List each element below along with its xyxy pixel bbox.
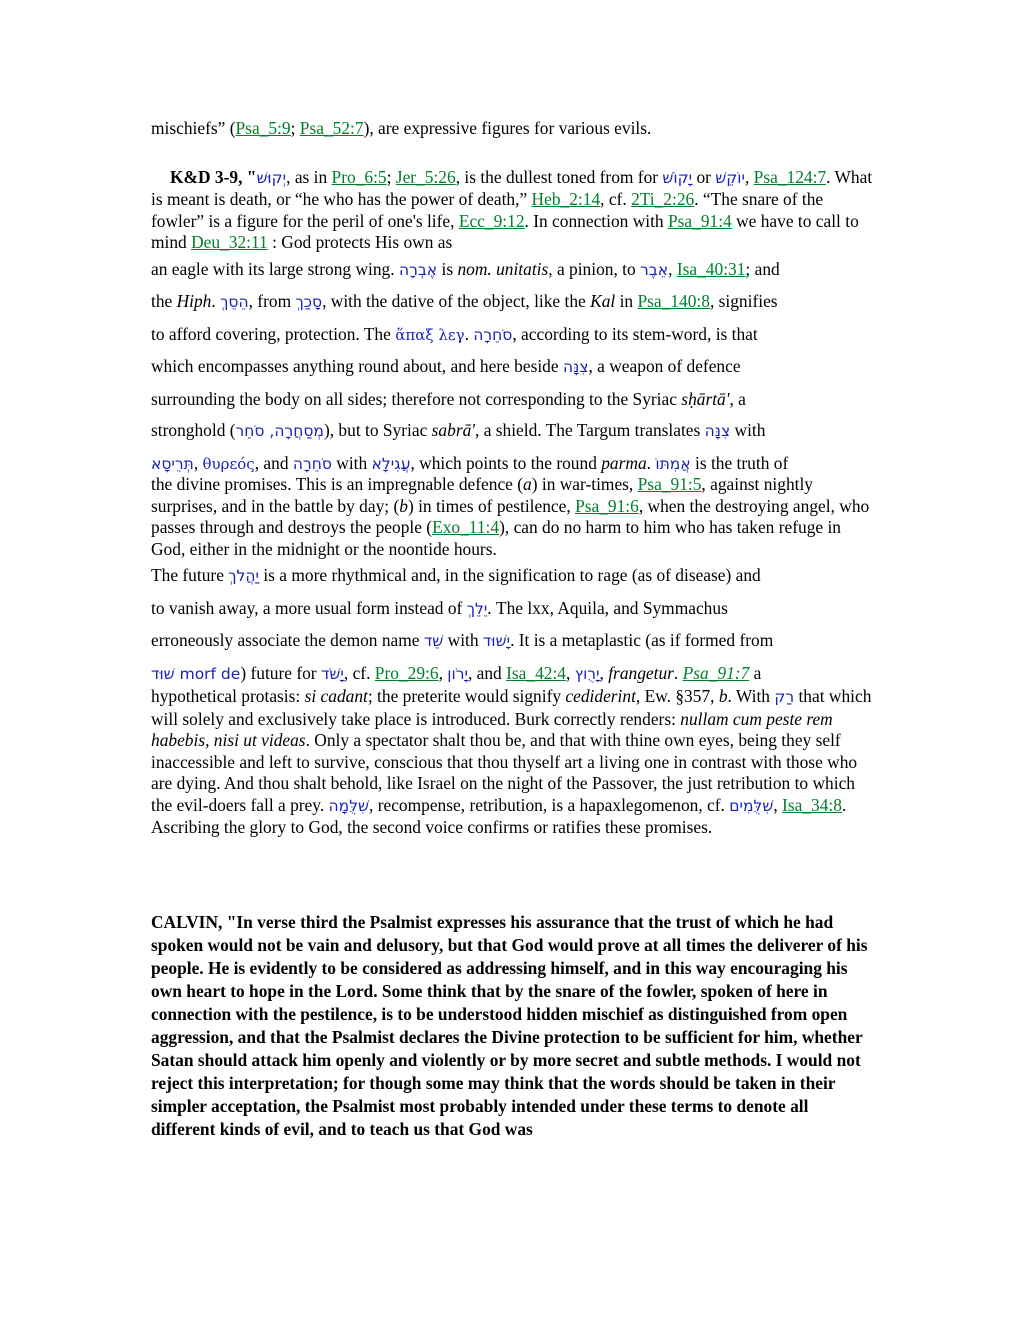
hebrew-word: יְקוּשׁ <box>256 168 287 187</box>
hebrew-word: צִנָּה <box>704 422 731 440</box>
text: ), are expressive figures for various evils. <box>363 118 652 138</box>
text: ; the preterite would signify <box>367 686 566 706</box>
text: the <box>151 291 177 311</box>
text: which encompasses anything round about, and here beside <box>151 356 563 376</box>
text: a <box>749 662 762 683</box>
scripture-link[interactable]: Psa_91:6 <box>575 495 639 516</box>
text: , a shield. The Targum translates <box>475 420 705 440</box>
hebrew-word: אֵבֶר <box>640 260 669 279</box>
text: stronghold ( <box>151 420 236 440</box>
scripture-link[interactable]: Ecc_9:12 <box>458 210 525 231</box>
text: , which points to the round <box>410 452 602 473</box>
scripture-link[interactable]: Psa_5:9 <box>235 118 291 138</box>
text: . It is a metaplastic (as if formed from <box>510 630 774 650</box>
text: . With <box>727 686 771 706</box>
text: to afford covering, protection. The <box>151 323 396 344</box>
text: , a weapon of defence <box>588 356 741 376</box>
line <box>151 319 876 352</box>
text: an eagle with its large strong wing. <box>151 258 399 279</box>
scripture-link[interactable]: Psa_52:7 <box>299 118 364 138</box>
text: with <box>730 420 766 440</box>
scripture-link[interactable]: Deu_32:11 <box>191 232 268 252</box>
text: ; and <box>745 258 780 279</box>
italic-term: Kal <box>590 291 616 311</box>
text: . <box>646 452 656 473</box>
text: . What is meant is death, or “he who has the power of death,” <box>151 166 873 209</box>
italic-term: frangetur <box>608 662 674 683</box>
text: ) future for <box>240 662 321 683</box>
text: in <box>615 291 638 311</box>
text: , <box>773 794 783 815</box>
text: , and <box>254 452 293 473</box>
hebrew-word: יָשֹׁד <box>320 664 344 683</box>
line <box>151 593 876 626</box>
text: , as in <box>286 166 332 187</box>
line <box>151 351 876 384</box>
text: the divine promises. This is an impregnable defence ( <box>151 474 524 494</box>
hebrew-word: הֵסֵךְ <box>220 293 249 311</box>
text: , a <box>729 388 746 409</box>
hebrew-word: שִׁלֻּמָה <box>328 796 369 815</box>
text: ), can do no harm to him who has taken refuge in God, either in the midnight or the noontide hours. <box>151 517 841 559</box>
text: , signifies <box>709 291 778 311</box>
line <box>151 384 876 416</box>
line <box>151 415 876 448</box>
text: is the truth of <box>690 452 789 473</box>
line-block <box>151 686 876 839</box>
text: hypothetical protasis: <box>151 686 305 706</box>
hebrew-word: סֹחֵרָה <box>292 454 332 473</box>
hebrew-word: עֲגִילָא <box>371 454 411 473</box>
line <box>151 254 876 287</box>
italic-term: nom. unitatis <box>457 258 549 279</box>
text: , cf. <box>600 189 627 209</box>
hebrew-word: אֶבְרָה <box>398 260 438 279</box>
hebrew-word: יָשׁוּד <box>482 632 511 650</box>
text: . In connection with <box>524 210 668 231</box>
scripture-link[interactable]: Heb_2:14 <box>531 189 601 209</box>
text: , and <box>467 662 507 683</box>
text: . <box>464 323 474 344</box>
text: , a pinion, to <box>548 258 641 279</box>
text: ) in war-times, <box>531 474 638 494</box>
line <box>151 625 876 658</box>
text: , <box>438 662 448 683</box>
greek-word: θυρεός <box>202 454 255 473</box>
hebrew-word: אֲמִתּוֹ <box>655 454 691 473</box>
text: , according to its stem-word, is that <box>512 323 758 344</box>
scripture-link[interactable]: Psa_91:7 <box>682 662 750 683</box>
scripture-link[interactable]: Psa_91:5 <box>637 474 702 494</box>
scripture-link[interactable]: Pro_29:6 <box>374 662 439 683</box>
italic-term: a <box>523 474 532 494</box>
italic-term: b <box>399 495 408 516</box>
hebrew-word: תְּרֵיסָא <box>151 454 194 473</box>
scripture-link[interactable]: Isa_34:8 <box>782 794 842 815</box>
scripture-link[interactable]: Jer_5:26 <box>395 166 456 187</box>
scripture-link[interactable]: Psa_91:4 <box>667 210 732 231</box>
text: , <box>566 662 575 683</box>
hebrew-word: סָכַךְ <box>295 293 323 311</box>
kd-heading: K&D 3-9, " <box>170 166 257 187</box>
text: erroneously associate the demon name <box>151 630 424 650</box>
text: or <box>692 166 716 187</box>
scripture-link[interactable]: Psa_140:8 <box>637 291 710 311</box>
text: , <box>599 662 609 683</box>
italic-term: nullam cum peste rem habebis, nisi ut videas <box>151 708 833 750</box>
text: with <box>331 452 372 473</box>
text: , recompense, retribution, is a hapaxlegomenon, cf. <box>369 794 730 815</box>
text: we have to call to mind <box>151 210 859 252</box>
paragraph-intro <box>151 118 876 140</box>
text: . <box>211 291 221 311</box>
hebrew-word: יָרֻוץ <box>574 664 600 683</box>
italic-term: cediderint <box>565 686 636 706</box>
scripture-link[interactable]: 2Ti_2:26 <box>631 189 695 209</box>
text: . <box>673 662 683 683</box>
text: . Only a spectator shalt thou be, and that with thine own eyes, being they self inaccessible and left to survive, conscious that thou thyself art a living one in contrast with those who are dying. And thou shalt behold, like Israel on the night of the Passover, the just retribution to which the evil-doers fall a prey. <box>151 730 858 815</box>
hebrew-word: שֵׁד <box>423 632 444 650</box>
text: The future <box>151 565 229 585</box>
hebrew-word: סֹחֵרָה <box>473 325 513 344</box>
text: with <box>443 630 483 650</box>
italic-term: parma <box>601 452 647 473</box>
hebrew-word: יָרֹון <box>447 664 468 683</box>
scripture-link[interactable]: Isa_42:4 <box>506 662 566 683</box>
scripture-link[interactable]: Exo_11:4 <box>432 517 500 537</box>
text: ; <box>386 166 396 187</box>
text: ; <box>290 118 300 138</box>
italic-term: Hiph <box>176 291 212 311</box>
hebrew-word: צִנָּה <box>562 358 589 376</box>
italic-term: si cadant <box>304 686 368 706</box>
italic-term: sḥārtā' <box>681 388 730 409</box>
line <box>151 286 876 319</box>
line-block <box>151 474 876 560</box>
hebrew-word: רַק <box>774 688 795 706</box>
text: mischiefs” ( <box>151 118 236 138</box>
text: that which will solely and exclusively take place is introduced. Burk correctly renders: <box>151 686 872 729</box>
text: , when the destroying angel, who passes through and destroys the people ( <box>151 495 870 537</box>
text: , <box>744 166 750 187</box>
paragraph-calvin: CALVIN, "In verse third the Psalmist expresses his assurance that the trust of which he had spoken would not be vain and delusory, but that God would prove at all times the deliverer of his people. He is evidently to be considered as addressing himself, and in this way encouraging his own heart to hope in the Lord. Some think that by the snare of the fowler, spoken of here in connection with the pestilence, is to be understood hidden mischief as distinguished from open aggression, and that the Psalmist declares the Divine protection to be sufficient for him, whether Satan should attack him openly and violently or by more secret and subtle methods. I would not reject this interpretation; for though some may think that the words should be taken in their simpler acceptation, the Psalmist most probably intended under these terms to denote all different kinds of evil, and to teach us that God was <box>151 911 868 1139</box>
greek-word: ἅπαξ λεγ <box>395 325 465 344</box>
text: ), but to Syriac <box>323 420 432 440</box>
text: , against nightly surprises, and in the battle by day; ( <box>151 474 814 516</box>
text: is <box>437 258 458 279</box>
text: , with the dative of the object, like the <box>322 291 591 311</box>
text: ) in times of pestilence, <box>407 495 576 516</box>
paragraph-kd <box>151 167 876 839</box>
hebrew-word: יָקוֹשׁ <box>662 168 693 187</box>
document-page <box>151 118 876 1141</box>
text: surrounding the body on all sides; therefore not corresponding to the Syriac <box>151 388 682 409</box>
hebrew-word: יֵלֵךְ <box>466 599 488 618</box>
text: : God protects His own as <box>267 232 453 252</box>
text: , is the dullest toned from for <box>455 166 663 187</box>
text: is a more rhythmical and, in the signification to rage (as of disease) and <box>259 565 761 585</box>
hebrew-word: מְסַחֲרָה, סֹחֵר <box>235 422 324 440</box>
hebrew-word: שִׁלֻּמִים <box>729 796 774 815</box>
text: . “The snare of the fowler” is a figure for the peril of one's life, <box>151 189 824 231</box>
hebrew-word: שׁוּד morf de <box>151 664 241 683</box>
scripture-link[interactable]: Psa_124:7 <box>753 166 827 187</box>
hebrew-word: יַהֲלֹךְ <box>228 567 259 585</box>
text: . The lxx, Aquila, and Symmachus <box>487 597 728 618</box>
text: , Ew. §357, <box>635 686 719 706</box>
text: . Ascribing the glory to God, the second voice confirms or ratifies these promises. <box>151 794 847 837</box>
text: , cf. <box>343 662 375 683</box>
line <box>151 560 876 593</box>
italic-term: b <box>718 686 728 706</box>
text: to vanish away, a more usual form instead of <box>151 597 467 618</box>
scripture-link[interactable]: Pro_6:5 <box>331 166 387 187</box>
italic-term: sabrā' <box>431 420 475 440</box>
text: , <box>193 452 203 473</box>
text: , <box>668 258 677 279</box>
hebrew-word: יוֹקֵשׁ <box>715 168 745 187</box>
text: , from <box>248 291 296 311</box>
scripture-link[interactable]: Isa_40:31 <box>676 258 746 279</box>
